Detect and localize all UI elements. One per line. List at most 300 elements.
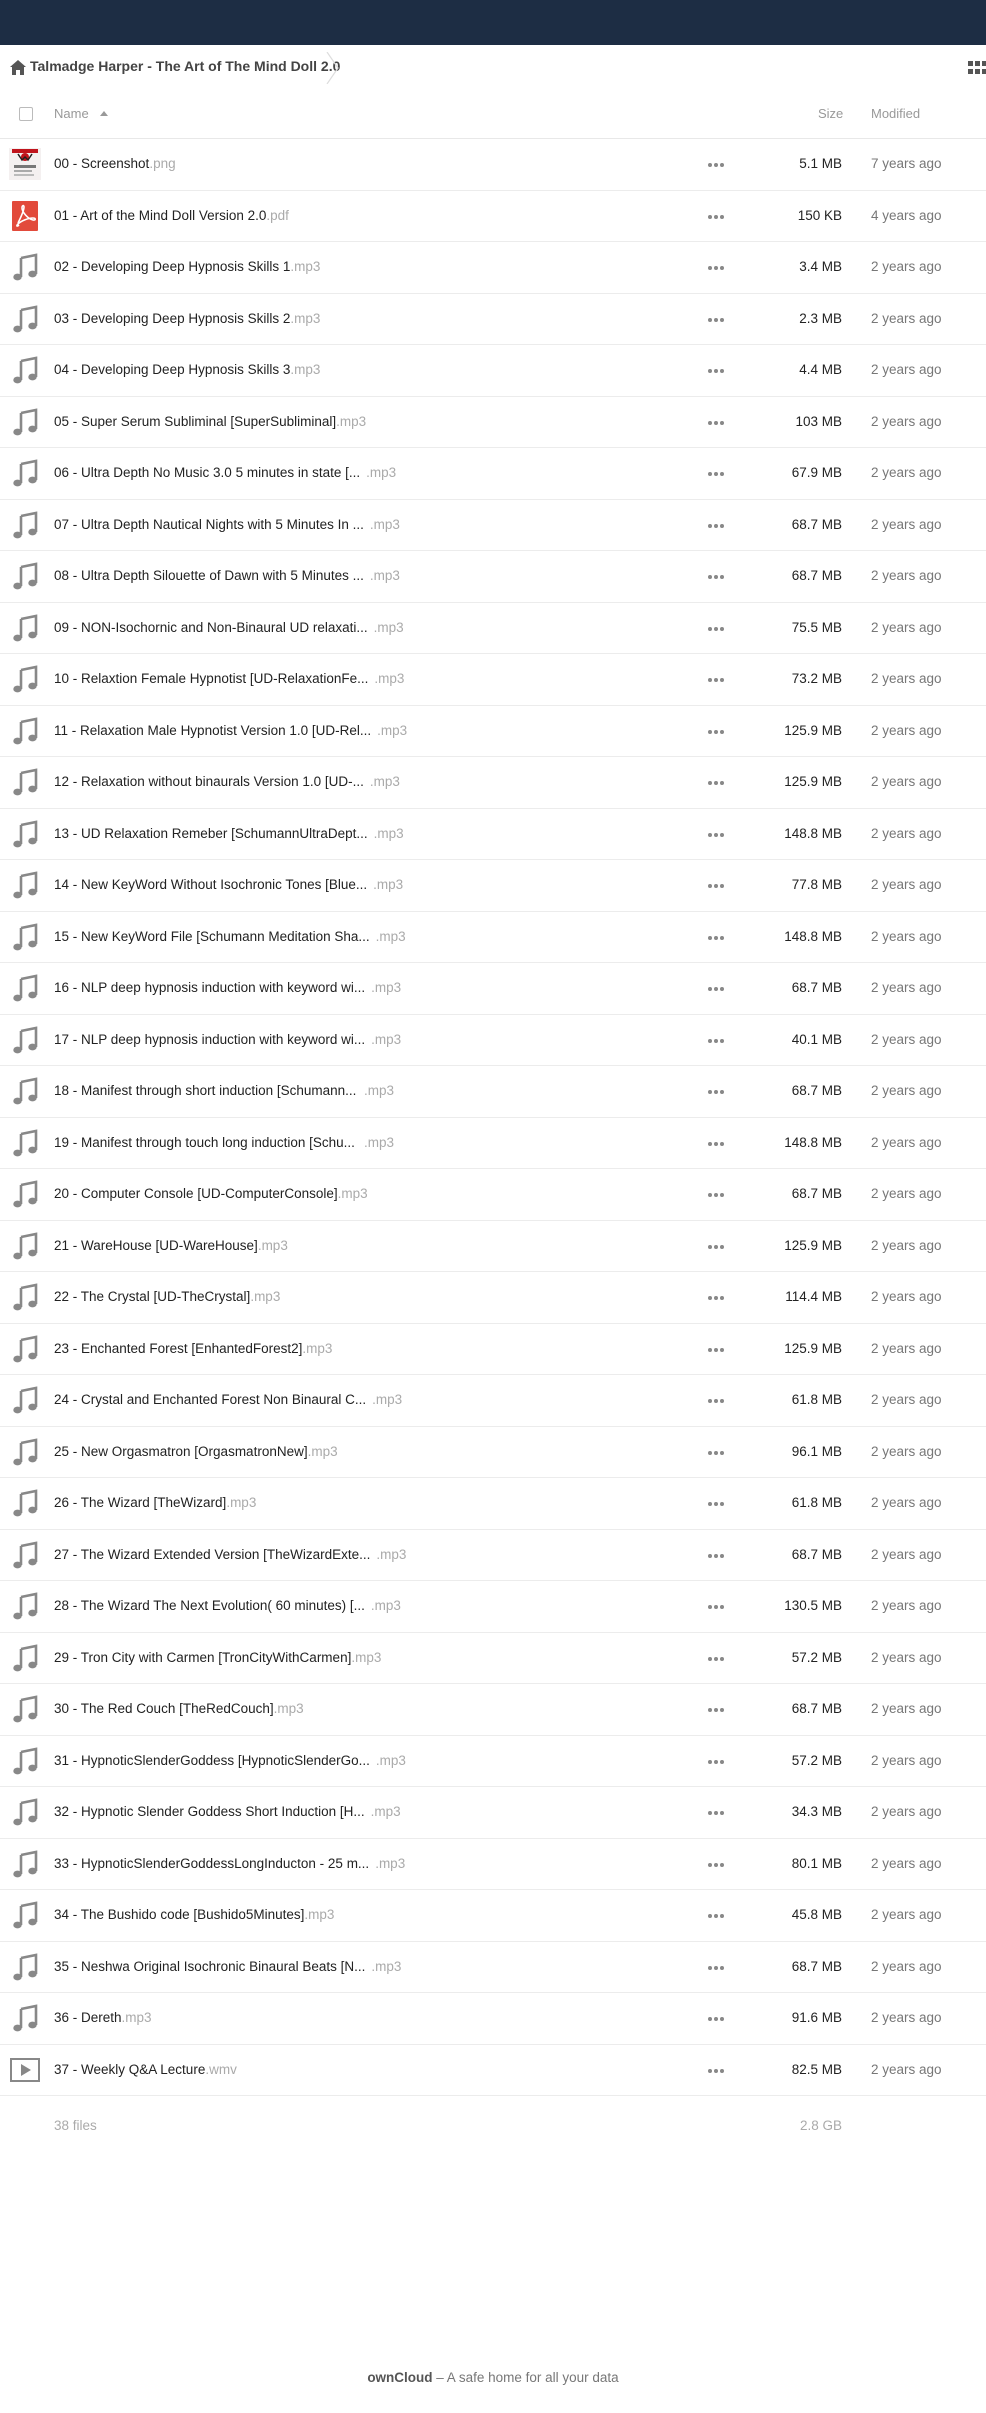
file-extension: .mp3 bbox=[290, 310, 321, 326]
file-extension: .mp3 bbox=[369, 516, 400, 532]
more-actions-icon[interactable] bbox=[700, 1185, 732, 1205]
file-name[interactable] bbox=[54, 1186, 368, 1201]
audio-icon[interactable] bbox=[9, 2002, 41, 2034]
more-actions-icon[interactable] bbox=[700, 464, 732, 484]
file-modified: 2 years ago bbox=[871, 1546, 942, 1562]
audio-icon[interactable] bbox=[9, 1127, 41, 1159]
file-extension: .mp3 bbox=[337, 1186, 368, 1201]
file-size: 150 KB bbox=[797, 207, 842, 223]
file-modified: 2 years ago bbox=[871, 1804, 942, 1819]
file-extension: .mp3 bbox=[364, 1083, 395, 1098]
file-row[interactable] bbox=[0, 860, 986, 912]
file-modified: 2 years ago bbox=[871, 413, 942, 429]
file-list bbox=[0, 139, 986, 2096]
audio-icon[interactable] bbox=[9, 1075, 41, 1107]
more-actions-icon[interactable] bbox=[700, 310, 732, 330]
file-extension: .mp3 bbox=[373, 877, 404, 892]
file-modified: 2 years ago bbox=[871, 1134, 942, 1150]
file-name[interactable] bbox=[54, 1392, 366, 1407]
audio-icon[interactable] bbox=[9, 1642, 41, 1674]
file-modified: 2 years ago bbox=[871, 980, 942, 995]
file-basename: 16 - NLP deep hypnosis induction with keyword wi... bbox=[54, 980, 366, 995]
file-name[interactable] bbox=[54, 1238, 288, 1253]
file-size: 68.7 MB bbox=[791, 568, 842, 583]
file-size: 68.7 MB bbox=[791, 1546, 842, 1562]
more-actions-icon[interactable] bbox=[700, 825, 732, 845]
more-actions-icon[interactable] bbox=[700, 2061, 732, 2081]
file-name[interactable] bbox=[54, 1135, 355, 1150]
audio-icon[interactable] bbox=[9, 818, 41, 850]
file-name[interactable] bbox=[54, 1907, 334, 1922]
file-extension: .mp3 bbox=[377, 722, 408, 738]
file-extension: .mp3 bbox=[369, 568, 400, 583]
more-actions-icon[interactable] bbox=[700, 258, 732, 278]
file-modified: 2 years ago bbox=[871, 1855, 942, 1871]
file-extension: .mp3 bbox=[302, 1340, 333, 1356]
file-extension: .mp3 bbox=[373, 619, 404, 635]
file-basename: 36 - Dereth bbox=[54, 2010, 122, 2025]
file-basename: 30 - The Red Couch [TheRedCouch] bbox=[54, 1701, 274, 1716]
more-actions-icon[interactable] bbox=[700, 1803, 732, 1823]
file-list-header bbox=[0, 89, 986, 139]
file-basename: 12 - Relaxation without binaurals Version 1.0 [UD-... bbox=[54, 774, 364, 789]
audio-icon[interactable] bbox=[9, 1281, 41, 1313]
file-size: 68.7 MB bbox=[791, 1958, 842, 1974]
file-basename: 27 - The Wizard Extended Version [TheWizardExte... bbox=[54, 1546, 371, 1562]
file-row[interactable] bbox=[0, 1684, 986, 1736]
file-size: 68.7 MB bbox=[791, 1701, 842, 1716]
file-extension: .mp3 bbox=[304, 1907, 335, 1922]
file-extension: .mp3 bbox=[371, 980, 402, 995]
file-modified: 2 years ago bbox=[871, 516, 942, 532]
file-name[interactable] bbox=[54, 1650, 381, 1665]
file-basename: 23 - Enchanted Forest [EnhantedForest2] bbox=[54, 1340, 303, 1356]
file-name[interactable] bbox=[54, 1598, 365, 1613]
file-modified: 2 years ago bbox=[871, 928, 942, 944]
file-row[interactable] bbox=[0, 2045, 986, 2097]
file-modified: 2 years ago bbox=[871, 1340, 942, 1356]
file-row[interactable] bbox=[0, 1118, 986, 1170]
file-name[interactable] bbox=[54, 517, 364, 532]
file-name[interactable] bbox=[54, 1701, 304, 1716]
file-row[interactable] bbox=[0, 1530, 986, 1582]
more-actions-icon[interactable] bbox=[700, 1340, 732, 1360]
file-basename: 15 - New KeyWord File [Schumann Meditation Sha... bbox=[54, 928, 370, 944]
file-basename: 37 - Weekly Q&A Lecture bbox=[54, 2061, 206, 2077]
file-basename: 24 - Crystal and Enchanted Forest Non Binaural C... bbox=[54, 1392, 367, 1407]
file-size: 68.7 MB bbox=[791, 1083, 842, 1098]
file-row[interactable] bbox=[0, 1066, 986, 1118]
file-row[interactable] bbox=[0, 1427, 986, 1479]
file-size: 68.7 MB bbox=[791, 516, 842, 532]
file-row[interactable] bbox=[0, 500, 986, 552]
file-basename: 10 - Relaxtion Female Hypnotist [UD-RelaxationFe... bbox=[54, 671, 369, 686]
file-row[interactable] bbox=[0, 294, 986, 346]
file-size: 125.9 MB bbox=[784, 1237, 842, 1253]
top-navigation-bar bbox=[0, 0, 986, 45]
file-row[interactable] bbox=[0, 654, 986, 706]
more-actions-icon[interactable] bbox=[700, 567, 732, 587]
more-actions-icon[interactable] bbox=[700, 2009, 732, 2029]
file-basename: 06 - Ultra Depth No Music 3.0 5 minutes in state [... bbox=[54, 465, 361, 480]
file-modified: 2 years ago bbox=[871, 568, 942, 583]
file-name[interactable] bbox=[54, 620, 368, 635]
audio-icon[interactable] bbox=[9, 509, 41, 541]
audio-icon[interactable] bbox=[9, 406, 41, 438]
file-row[interactable] bbox=[0, 1581, 986, 1633]
file-row[interactable] bbox=[0, 242, 986, 294]
file-name[interactable] bbox=[54, 465, 360, 480]
column-size[interactable]: Size bbox=[818, 106, 844, 121]
file-name[interactable] bbox=[54, 1083, 356, 1098]
file-row[interactable] bbox=[0, 603, 986, 655]
file-size: 57.2 MB bbox=[791, 1649, 842, 1665]
image-thumbnail[interactable] bbox=[9, 148, 41, 180]
more-actions-icon[interactable] bbox=[700, 155, 732, 175]
file-row[interactable] bbox=[0, 1633, 986, 1685]
file-extension: .mp3 bbox=[372, 1392, 403, 1407]
more-actions-icon[interactable] bbox=[700, 1752, 732, 1772]
file-row[interactable] bbox=[0, 1375, 986, 1427]
file-size: 73.2 MB bbox=[791, 671, 842, 686]
file-basename: 08 - Ultra Depth Silouette of Dawn with 5 Minutes ... bbox=[54, 568, 364, 583]
file-basename: 35 - Neshwa Original Isochronic Binaural Beats [N... bbox=[54, 1958, 366, 1974]
file-modified: 2 years ago bbox=[871, 671, 942, 686]
file-basename: 29 - Tron City with Carmen [TronCityWithCarmen] bbox=[54, 1649, 352, 1665]
video-icon[interactable] bbox=[9, 2054, 41, 2086]
more-actions-icon[interactable] bbox=[700, 207, 732, 227]
audio-icon[interactable] bbox=[9, 766, 41, 798]
file-name[interactable] bbox=[54, 980, 365, 995]
file-modified: 2 years ago bbox=[871, 1237, 942, 1253]
file-extension: .png bbox=[149, 156, 176, 171]
file-row[interactable] bbox=[0, 1324, 986, 1376]
select-all-checkbox[interactable] bbox=[19, 107, 33, 121]
audio-icon[interactable] bbox=[9, 1693, 41, 1725]
file-name[interactable] bbox=[54, 208, 289, 223]
more-actions-icon[interactable] bbox=[700, 1031, 732, 1051]
file-size: 61.8 MB bbox=[791, 1495, 842, 1510]
audio-icon[interactable] bbox=[9, 1178, 41, 1210]
file-size: 91.6 MB bbox=[791, 2010, 842, 2025]
file-basename: 02 - Developing Deep Hypnosis Skills 1 bbox=[54, 259, 291, 274]
file-name[interactable] bbox=[54, 1289, 280, 1304]
file-extension: .mp3 bbox=[371, 1031, 402, 1047]
file-row[interactable] bbox=[0, 551, 986, 603]
audio-icon[interactable] bbox=[9, 612, 41, 644]
audio-icon[interactable] bbox=[9, 1899, 41, 1931]
more-actions-icon[interactable] bbox=[700, 1391, 732, 1411]
file-modified: 2 years ago bbox=[871, 2010, 942, 2025]
file-basename: 04 - Developing Deep Hypnosis Skills 3 bbox=[54, 362, 291, 377]
file-name[interactable] bbox=[54, 1804, 365, 1819]
file-name[interactable] bbox=[54, 929, 370, 944]
file-row[interactable] bbox=[0, 706, 986, 758]
file-name[interactable] bbox=[54, 1495, 256, 1510]
file-basename: 05 - Super Serum Subliminal [SuperSubliminal] bbox=[54, 413, 337, 429]
file-row[interactable] bbox=[0, 448, 986, 500]
file-size: 80.1 MB bbox=[791, 1855, 842, 1871]
file-extension: .mp3 bbox=[257, 1237, 288, 1253]
file-name[interactable] bbox=[54, 2062, 237, 2077]
file-extension: .mp3 bbox=[336, 413, 367, 429]
file-basename: 00 - Screenshot bbox=[54, 156, 150, 171]
file-row[interactable] bbox=[0, 809, 986, 861]
file-basename: 17 - NLP deep hypnosis induction with keyword wi... bbox=[54, 1031, 366, 1047]
file-basename: 20 - Computer Console [UD-ComputerConsole] bbox=[54, 1186, 338, 1201]
file-modified: 2 years ago bbox=[871, 1443, 942, 1459]
more-actions-icon[interactable] bbox=[700, 773, 732, 793]
file-name[interactable] bbox=[54, 311, 320, 326]
home-icon[interactable] bbox=[9, 59, 27, 76]
file-extension: .pdf bbox=[266, 207, 289, 223]
file-size: 57.2 MB bbox=[791, 1752, 842, 1768]
file-extension: .mp3 bbox=[375, 1752, 406, 1768]
file-extension: .mp3 bbox=[373, 825, 404, 841]
file-size: 68.7 MB bbox=[791, 1186, 842, 1201]
file-extension: .mp3 bbox=[370, 1598, 401, 1613]
column-name[interactable]: Name bbox=[54, 106, 89, 121]
file-modified: 2 years ago bbox=[871, 1701, 942, 1716]
file-name[interactable] bbox=[54, 877, 367, 892]
file-modified: 2 years ago bbox=[871, 2061, 942, 2077]
file-modified: 2 years ago bbox=[871, 1392, 942, 1407]
file-row[interactable] bbox=[0, 1272, 986, 1324]
file-row[interactable] bbox=[0, 1478, 986, 1530]
more-actions-icon[interactable] bbox=[700, 1082, 732, 1102]
file-row[interactable] bbox=[0, 1993, 986, 2045]
file-size: 148.8 MB bbox=[784, 928, 842, 944]
file-name[interactable] bbox=[54, 1856, 369, 1871]
file-row[interactable] bbox=[0, 191, 986, 243]
file-name[interactable] bbox=[54, 1341, 332, 1356]
audio-icon[interactable] bbox=[9, 1230, 41, 1262]
file-name[interactable] bbox=[54, 414, 366, 429]
file-modified: 2 years ago bbox=[871, 1495, 942, 1510]
audio-icon[interactable] bbox=[9, 715, 41, 747]
more-actions-icon[interactable] bbox=[700, 1855, 732, 1875]
file-row[interactable] bbox=[0, 1890, 986, 1942]
file-row[interactable] bbox=[0, 963, 986, 1015]
footer bbox=[0, 2370, 986, 2385]
more-actions-icon[interactable] bbox=[700, 1906, 732, 1926]
audio-icon[interactable] bbox=[9, 251, 41, 283]
file-modified: 2 years ago bbox=[871, 877, 942, 892]
file-size: 5.1 MB bbox=[799, 156, 842, 171]
more-actions-icon[interactable] bbox=[700, 1494, 732, 1514]
file-row[interactable] bbox=[0, 1736, 986, 1788]
file-modified: 2 years ago bbox=[871, 1958, 942, 1974]
audio-icon[interactable] bbox=[9, 869, 41, 901]
breadcrumb bbox=[0, 45, 986, 89]
file-modified: 2 years ago bbox=[871, 825, 942, 841]
file-name[interactable] bbox=[54, 774, 364, 789]
pdf-icon[interactable] bbox=[9, 200, 41, 232]
more-actions-icon[interactable] bbox=[700, 413, 732, 433]
more-actions-icon[interactable] bbox=[700, 516, 732, 536]
file-size: 3.4 MB bbox=[799, 259, 842, 274]
more-actions-icon[interactable] bbox=[700, 1649, 732, 1669]
file-extension: .mp3 bbox=[226, 1495, 257, 1510]
file-extension: .mp3 bbox=[370, 1804, 401, 1819]
file-extension: .mp3 bbox=[250, 1289, 281, 1304]
audio-icon[interactable] bbox=[9, 1590, 41, 1622]
audio-icon[interactable] bbox=[9, 1436, 41, 1468]
file-extension: .mp3 bbox=[375, 1855, 406, 1871]
more-actions-icon[interactable] bbox=[700, 876, 732, 896]
file-size: 68.7 MB bbox=[791, 980, 842, 995]
file-basename: 28 - The Wizard The Next Evolution( 60 minutes) [... bbox=[54, 1598, 365, 1613]
audio-icon[interactable] bbox=[9, 1796, 41, 1828]
file-extension: .mp3 bbox=[307, 1443, 338, 1459]
file-name[interactable] bbox=[54, 362, 320, 377]
file-modified: 2 years ago bbox=[871, 1031, 942, 1047]
more-actions-icon[interactable] bbox=[700, 1288, 732, 1308]
file-basename: 25 - New Orgasmatron [OrgasmatronNew] bbox=[54, 1443, 308, 1459]
file-basename: 09 - NON-Isochornic and Non-Binaural UD relaxati... bbox=[54, 619, 368, 635]
file-size: 67.9 MB bbox=[791, 465, 842, 480]
file-row[interactable] bbox=[0, 397, 986, 449]
more-actions-icon[interactable] bbox=[700, 361, 732, 381]
file-name[interactable] bbox=[54, 2010, 152, 2025]
file-extension: .mp3 bbox=[290, 362, 321, 377]
file-basename: 19 - Manifest through touch long induction [Schu... bbox=[54, 1134, 355, 1150]
audio-icon[interactable] bbox=[9, 972, 41, 1004]
file-count: 38 files bbox=[54, 2118, 97, 2133]
audio-icon[interactable] bbox=[9, 1848, 41, 1880]
file-basename: 03 - Developing Deep Hypnosis Skills 2 bbox=[54, 310, 291, 326]
file-basename: 07 - Ultra Depth Nautical Nights with 5 Minutes In ... bbox=[54, 516, 364, 532]
audio-icon[interactable] bbox=[9, 560, 41, 592]
file-basename: 21 - WareHouse [UD-WareHouse] bbox=[54, 1237, 258, 1253]
audio-icon[interactable] bbox=[9, 457, 41, 489]
file-modified: 7 years ago bbox=[871, 156, 942, 171]
file-basename: 13 - UD Relaxation Remeber [SchumannUltraDept... bbox=[54, 825, 368, 841]
audio-icon[interactable] bbox=[9, 1539, 41, 1571]
more-actions-icon[interactable] bbox=[700, 1237, 732, 1257]
file-row[interactable] bbox=[0, 757, 986, 809]
file-row[interactable] bbox=[0, 1942, 986, 1994]
file-row[interactable] bbox=[0, 1221, 986, 1273]
file-basename: 31 - HypnoticSlenderGoddess [HypnoticSlenderGo... bbox=[54, 1752, 370, 1768]
file-name[interactable] bbox=[54, 671, 368, 686]
more-actions-icon[interactable] bbox=[700, 1443, 732, 1463]
audio-icon[interactable] bbox=[9, 1951, 41, 1983]
file-size: 4.4 MB bbox=[799, 362, 842, 377]
breadcrumb-folder[interactable]: Talmadge Harper - The Art of The Mind Doll 2.0 bbox=[30, 58, 341, 74]
footer-brand[interactable]: ownCloud bbox=[367, 2370, 433, 2385]
more-actions-icon[interactable] bbox=[700, 928, 732, 948]
file-name[interactable] bbox=[54, 568, 364, 583]
file-name[interactable] bbox=[54, 1032, 365, 1047]
file-row[interactable] bbox=[0, 1015, 986, 1067]
file-modified: 2 years ago bbox=[871, 362, 942, 377]
file-row[interactable] bbox=[0, 1169, 986, 1221]
file-size: 96.1 MB bbox=[791, 1443, 842, 1459]
sort-ascending-icon bbox=[100, 111, 108, 116]
more-actions-icon[interactable] bbox=[700, 1134, 732, 1154]
more-actions-icon[interactable] bbox=[700, 979, 732, 999]
file-basename: 11 - Relaxation Male Hypnotist Version 1.0 [UD-Rel... bbox=[54, 722, 372, 738]
file-extension: .mp3 bbox=[375, 928, 406, 944]
file-row[interactable] bbox=[0, 1839, 986, 1891]
file-row[interactable] bbox=[0, 912, 986, 964]
file-size: 2.3 MB bbox=[799, 310, 842, 326]
file-name[interactable] bbox=[54, 826, 368, 841]
file-modified: 2 years ago bbox=[871, 259, 942, 274]
file-basename: 33 - HypnoticSlenderGoddessLongInducton - 25 m... bbox=[54, 1855, 370, 1871]
more-actions-icon[interactable] bbox=[700, 619, 732, 639]
footer-tagline: – A safe home for all your data bbox=[432, 2370, 619, 2385]
file-extension: .wmv bbox=[205, 2061, 237, 2077]
column-modified[interactable]: Modified bbox=[871, 106, 921, 121]
file-name[interactable] bbox=[54, 156, 176, 171]
grid-view-icon[interactable] bbox=[968, 59, 986, 77]
more-actions-icon[interactable] bbox=[700, 1700, 732, 1720]
file-extension: .mp3 bbox=[273, 1701, 304, 1716]
file-row[interactable] bbox=[0, 139, 986, 191]
file-basename: 26 - The Wizard [TheWizard] bbox=[54, 1495, 227, 1510]
more-actions-icon[interactable] bbox=[700, 1546, 732, 1566]
file-extension: .mp3 bbox=[351, 1649, 382, 1665]
file-size: 82.5 MB bbox=[791, 2061, 842, 2077]
file-name[interactable] bbox=[54, 1547, 370, 1562]
file-name[interactable] bbox=[54, 1444, 338, 1459]
file-size: 125.9 MB bbox=[784, 722, 842, 738]
file-name[interactable] bbox=[54, 1959, 365, 1974]
total-size: 2.8 GB bbox=[799, 2118, 842, 2133]
audio-icon[interactable] bbox=[9, 303, 41, 335]
file-name[interactable] bbox=[54, 1753, 370, 1768]
more-actions-icon[interactable] bbox=[700, 1958, 732, 1978]
audio-icon[interactable] bbox=[9, 1333, 41, 1365]
audio-icon[interactable] bbox=[9, 354, 41, 386]
file-size: 148.8 MB bbox=[784, 825, 842, 841]
file-extension: .mp3 bbox=[121, 2010, 152, 2025]
file-size: 61.8 MB bbox=[791, 1392, 842, 1407]
audio-icon[interactable] bbox=[9, 1487, 41, 1519]
file-size: 125.9 MB bbox=[784, 774, 842, 789]
file-extension: .mp3 bbox=[374, 671, 405, 686]
audio-icon[interactable] bbox=[9, 921, 41, 953]
file-modified: 2 years ago bbox=[871, 1598, 942, 1613]
file-row[interactable] bbox=[0, 345, 986, 397]
file-row[interactable] bbox=[0, 1787, 986, 1839]
audio-icon[interactable] bbox=[9, 663, 41, 695]
file-size: 40.1 MB bbox=[791, 1031, 842, 1047]
file-modified: 2 years ago bbox=[871, 1649, 942, 1665]
file-modified: 2 years ago bbox=[871, 722, 942, 738]
file-basename: 22 - The Crystal [UD-TheCrystal] bbox=[54, 1289, 251, 1304]
audio-icon[interactable] bbox=[9, 1384, 41, 1416]
audio-icon[interactable] bbox=[9, 1745, 41, 1777]
file-modified: 4 years ago bbox=[871, 207, 942, 223]
file-modified: 2 years ago bbox=[871, 774, 942, 789]
file-modified: 2 years ago bbox=[871, 1907, 942, 1922]
more-actions-icon[interactable] bbox=[700, 670, 732, 690]
more-actions-icon[interactable] bbox=[700, 1597, 732, 1617]
file-size: 148.8 MB bbox=[784, 1134, 842, 1150]
file-extension: .mp3 bbox=[376, 1546, 407, 1562]
file-modified: 2 years ago bbox=[871, 1752, 942, 1768]
more-actions-icon[interactable] bbox=[700, 722, 732, 742]
file-extension: .mp3 bbox=[369, 774, 400, 789]
file-name[interactable] bbox=[54, 259, 320, 274]
file-modified: 2 years ago bbox=[871, 465, 942, 480]
file-size: 77.8 MB bbox=[791, 877, 842, 892]
audio-icon[interactable] bbox=[9, 1024, 41, 1056]
file-name[interactable] bbox=[54, 723, 371, 738]
